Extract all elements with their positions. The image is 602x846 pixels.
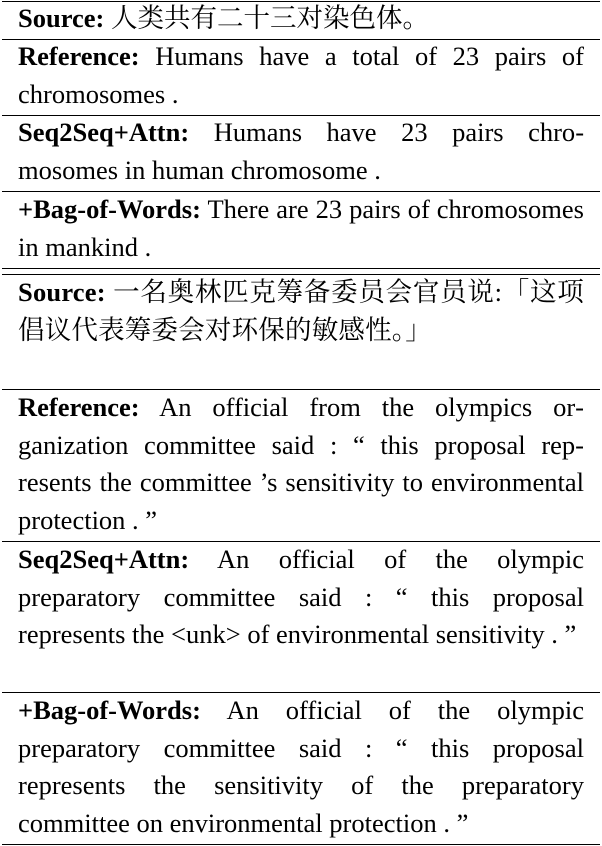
- reference-text: An official from the olympics organization committee said : “ this proposal represents the committee ’s sensitivity to environmental protection . ”: [18, 392, 584, 536]
- table-bottom-rule: [2, 844, 600, 845]
- seq2seq-label: Seq2Seq+Attn:: [18, 544, 190, 574]
- example1-seq2seq-row: [18, 114, 584, 189]
- source-label: Source:: [18, 277, 106, 307]
- example2-source-row: [18, 274, 584, 349]
- bow-text: There are 23 pairs of chromosomes in mankind .: [18, 194, 584, 262]
- reference-text: Humans have a total of 23 pairs of chromosomes .: [18, 41, 584, 109]
- example1-source-row: [18, 0, 584, 38]
- example1-reference-row: [18, 38, 584, 113]
- example-separator-rule-1: [2, 268, 600, 269]
- source-text: 一名奥林匹克筹备委员会官员说:「这项倡议代表筹委会对环保的敏感性。」: [18, 277, 585, 345]
- example1-bow-row: [18, 191, 584, 266]
- example2-reference-row: [18, 389, 584, 540]
- source-text: 人类共有二十三对染色体。: [110, 3, 429, 33]
- bow-label: +Bag-of-Words:: [18, 695, 201, 725]
- bow-label: +Bag-of-Words:: [18, 194, 201, 224]
- example2-seq2seq-row: [18, 541, 584, 654]
- seq2seq-text: An official of the olympic preparatory committee said : “ this proposal represents the <unk> of environmental sensitivity . ”: [18, 544, 585, 650]
- example2-bow-row: [18, 692, 584, 843]
- reference-label: Reference:: [18, 41, 140, 71]
- reference-label: Reference:: [18, 392, 140, 422]
- seq2seq-text: Humans have 23 pairs chromosomes in human chromosome .: [18, 117, 585, 185]
- seq2seq-label: Seq2Seq+Attn:: [18, 117, 190, 147]
- source-label: Source:: [18, 3, 105, 33]
- bow-text: An official of the olympic preparatory committee said : “ this proposal represents the sensitivity of the preparatory committee on environmental protection . ”: [18, 695, 584, 839]
